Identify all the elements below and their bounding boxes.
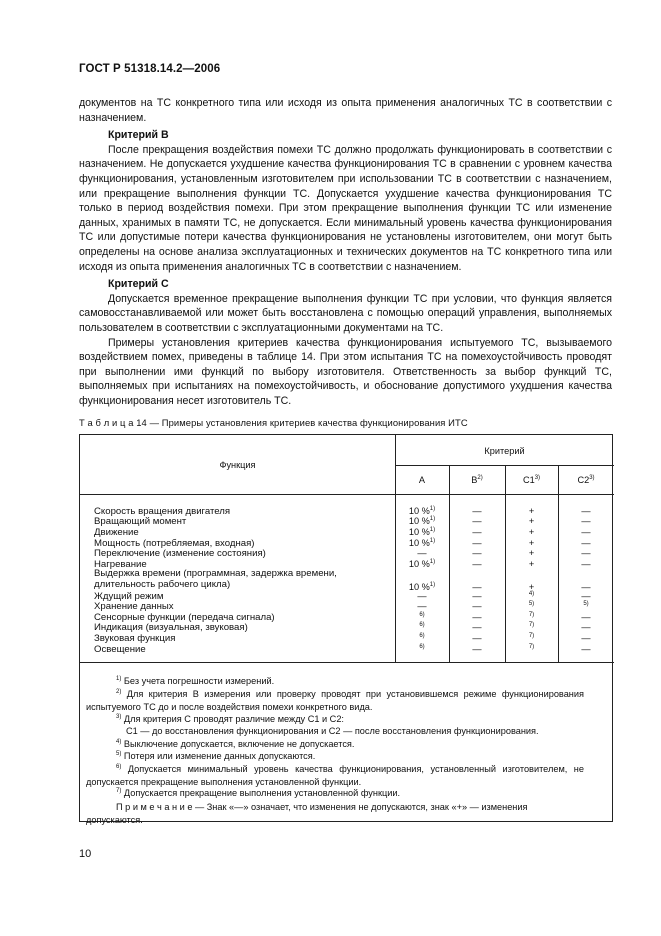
row-function-name: Сенсорные функции (передача сигнала) bbox=[94, 612, 275, 623]
row-cell-b: — bbox=[472, 538, 482, 548]
row-cell-c1: 7) bbox=[528, 633, 535, 639]
row-cell-c1: 7) bbox=[528, 644, 535, 650]
row-cell-b: — bbox=[472, 644, 482, 654]
criterion-c-heading: Критерий С bbox=[108, 278, 169, 291]
row-cell-b: — bbox=[472, 506, 482, 516]
row-cell-c1: 5) bbox=[528, 601, 535, 607]
row-cell-c2: — bbox=[581, 612, 591, 623]
row-cell-c2: — bbox=[581, 516, 591, 527]
footnote: $^{4)}$ Выключение допускается, включение не допускается. bbox=[116, 739, 355, 750]
row-cell-c1: + bbox=[528, 582, 535, 593]
col-header-c2: С2$^{3)}$ bbox=[577, 475, 595, 486]
row-cell-a: 6) bbox=[419, 644, 425, 650]
row-cell-b: — bbox=[472, 612, 482, 622]
row-cell-c2: — bbox=[581, 582, 591, 593]
row-cell-b: — bbox=[472, 516, 482, 526]
row-cell-c1: + bbox=[528, 548, 535, 559]
row-cell-c2: — bbox=[581, 591, 591, 602]
footnote: $^{2)}$ Для критерия В измерения или проверку проводят при установившемся режиме функционирования испытуемого ТС до и после воздействия помехи конкретного вида. bbox=[86, 689, 584, 712]
row-cell-c2: — bbox=[581, 538, 591, 549]
row-function-name: Ждущий режим bbox=[94, 591, 164, 602]
footnote: $^{7)}$ Допускается прекращение выполнения установленной функции. bbox=[116, 788, 401, 799]
col-header-b: $В^{2)}$ bbox=[471, 475, 483, 486]
page-header: ГОСТ Р 51318.14.2—2006 bbox=[79, 63, 221, 75]
row-cell-c2: — bbox=[581, 559, 591, 570]
row-cell-c1: 7) bbox=[528, 622, 535, 628]
row-function-name: Хранение данных bbox=[94, 601, 174, 612]
row-cell-a: — bbox=[417, 548, 427, 559]
row-function-name: Мощность (потребляемая, входная) bbox=[94, 538, 255, 549]
row-cell-b: — bbox=[472, 633, 482, 643]
header-function: Функция bbox=[219, 460, 256, 470]
row-cell-a: — bbox=[417, 591, 427, 602]
paragraph-continuation: документов на ТС конкретного типа или исходя из опыта применения аналогичных ТС в соответствии с назначением. bbox=[79, 97, 612, 124]
row-function-name: Скорость вращения двигателя bbox=[94, 506, 231, 517]
row-cell-a: 10 %$^{1)}$ bbox=[408, 506, 436, 517]
row-cell-b: — bbox=[472, 527, 482, 537]
row-cell-b: — bbox=[472, 622, 482, 632]
row-function-name: Нагревание bbox=[94, 559, 147, 570]
row-cell-c2: — bbox=[581, 527, 591, 538]
footnote: $^{1)}$ Без учета погрешности измерений. bbox=[116, 676, 275, 687]
row-cell-c1: + bbox=[528, 506, 535, 517]
row-function-name: Звуковая функция bbox=[94, 633, 176, 644]
row-function-name: Выдержка времени (программная, задержка времени, длительность рабочего цикла) bbox=[94, 568, 337, 590]
paragraph-examples: Примеры установления критериев качества функционирования испытуемого ТС, вызываемого воздействием помех, приведены в таблице 14. При этом испытания ТС на помехоустойчивость проводят при выполнении ими функций по выбору изготовителя. Ответственность за выбор функций ТС, выполняемых при испытаниях на помехоустойчивость, и обоснование допустимого ухудшения качества функционирования несет изготовитель ТС. bbox=[79, 336, 612, 407]
row-cell-a: 10 %$^{1)}$ bbox=[408, 559, 436, 570]
header-criterion: Критерий bbox=[484, 446, 525, 456]
row-cell-c1: + bbox=[528, 527, 535, 538]
row-function-name: Движение bbox=[94, 527, 139, 538]
row-function-name: Вращающий момент bbox=[94, 516, 187, 527]
paragraph-criterion-b: После прекращения воздействия помехи ТС должно продолжать функционировать в соответствии с назначением. Не допускается ухудшение качества функционирования ТС в сравнении с уровнем качества функционирования, установленным изготовителем при использовании ТС в соответствии с назначением, или прекращение выполнения функции ТС. Допускается ухудшение качества функционирования ТС только в период воздействия помехи. При этом прекращение выполнения функции ТС или изменение данных, хранимых в памяти ТС, не допускается. Если минимальный уровень качества функционирования ТС или допустимые потери качества функционирования не установлены изготовителем, они могут быть определены на основе анализа эксплуатационных и технических документов на ТС конкретного типа или исходя из опыта применения аналогичных ТС в соответствии с назначением. bbox=[79, 143, 612, 273]
row-cell-a: 10 %$^{1)}$ bbox=[408, 527, 436, 538]
footnote: $^{6)}$ Допускается минимальный уровень качества функционирования, установленный изготовителем, не допускается прекращение выполнения установленной функции. bbox=[86, 764, 584, 787]
row-cell-c2: — bbox=[581, 622, 591, 633]
row-function-name: Переключение (изменение состояния) bbox=[94, 548, 266, 559]
row-cell-a: 10 %$^{1)}$ bbox=[408, 538, 436, 549]
row-cell-a: 10 %$^{1)}$ bbox=[408, 582, 436, 593]
criterion-b-heading: Критерий В bbox=[108, 129, 169, 142]
row-cell-c2: 5) bbox=[583, 601, 589, 607]
row-cell-b: — bbox=[472, 559, 482, 569]
row-cell-a: 10 %$^{1)}$ bbox=[408, 516, 436, 527]
table-divider bbox=[395, 465, 614, 466]
row-cell-c2: — bbox=[581, 633, 591, 644]
row-cell-c2: — bbox=[581, 506, 591, 517]
row-function-name: Индикация (визуальная, звуковая) bbox=[94, 622, 248, 633]
footnote: С1 — до восстановления функционирования и С2 — после восстановления функционирования. bbox=[126, 726, 539, 737]
row-cell-c1: + bbox=[528, 516, 535, 527]
row-function-name: Освещение bbox=[94, 644, 146, 655]
row-cell-b: — bbox=[472, 582, 482, 592]
row-cell-c1: 4) bbox=[528, 591, 535, 597]
row-cell-c1: + bbox=[528, 538, 535, 549]
table-divider bbox=[80, 494, 614, 495]
page-number: 10 bbox=[79, 848, 92, 860]
footnote: $^{5)}$ Потеря или изменение данных допускаются. bbox=[116, 751, 316, 762]
table-caption: Т а б л и ц а 14 — Примеры установления критериев качества функционирования ИТС bbox=[79, 417, 468, 428]
row-cell-c2: — bbox=[581, 644, 591, 655]
row-cell-b: — bbox=[472, 601, 482, 611]
row-cell-c1: + bbox=[528, 559, 535, 570]
col-header-c1: С1$^{3)}$ bbox=[522, 475, 541, 486]
table-divider bbox=[80, 662, 614, 663]
row-cell-a: 6) bbox=[419, 633, 425, 639]
row-cell-b: — bbox=[472, 548, 482, 558]
row-cell-c1: 7) bbox=[528, 612, 535, 618]
table-note: П р и м е ч а н и е — Знак «—» означает, что изменения не допускаются, знак «+» — изменения допускаются. bbox=[86, 802, 528, 825]
col-header-a: А bbox=[418, 475, 426, 486]
paragraph-criterion-c: Допускается временное прекращение выполнения функции ТС при условии, что функция является самовосстанавливаемой или может быть восстановлена с помощью операций управления, выполняемых пользователем в соответствии с эксплуатационными документами на ТС. bbox=[79, 292, 612, 334]
row-cell-b: — bbox=[472, 591, 482, 601]
row-cell-a: — bbox=[417, 601, 427, 612]
row-cell-a: 6) bbox=[419, 622, 425, 628]
body-text bbox=[79, 96, 612, 408]
row-cell-c2: — bbox=[581, 548, 591, 559]
row-cell-a: 6) bbox=[419, 612, 425, 618]
footnote: $^{3)}$ Для критерия С проводят различие между С1 и С2: bbox=[116, 714, 344, 725]
criteria-table bbox=[79, 434, 613, 825]
